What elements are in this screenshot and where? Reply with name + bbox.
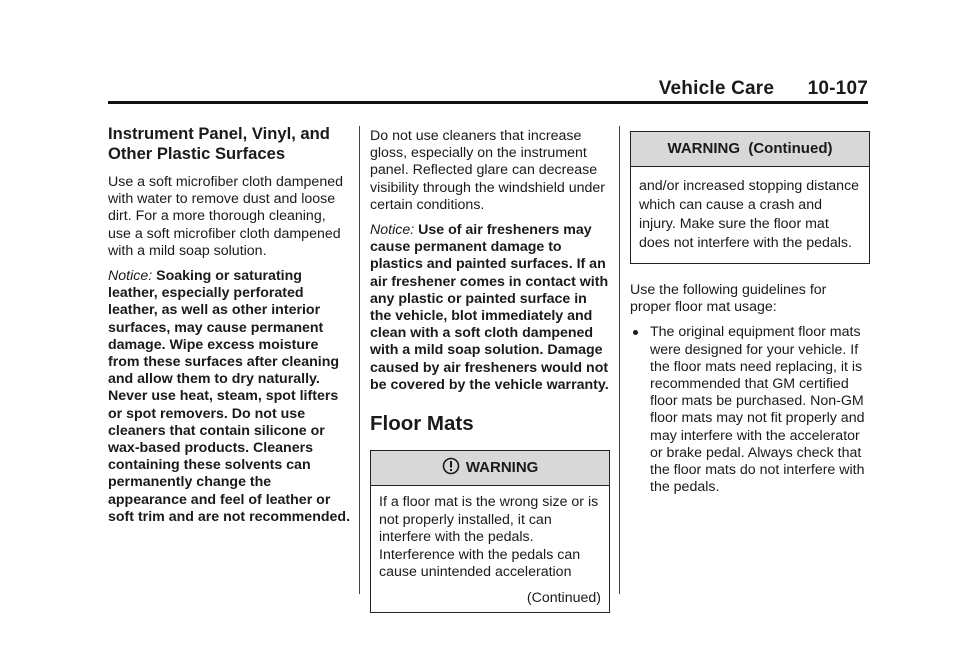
warning-box (370, 450, 610, 613)
notice-label: Notice: (370, 222, 415, 239)
column-right (630, 131, 870, 496)
warning-header: WARNING (Continued) (631, 132, 869, 167)
body-paragraph: Use a soft microfiber cloth dampened with water to remove dust and loose dirt. For a more thorough cleaning, use a soft microfiber cloth dampened with a mild soap solution. (108, 174, 343, 259)
continued-label: (Continued) (526, 590, 601, 607)
guideline-list (630, 324, 870, 496)
list-item (630, 324, 870, 496)
column-left (108, 124, 352, 534)
bullet-icon (633, 330, 638, 335)
body-paragraph: Do not use cleaners that increase gloss, especially on the instrument panel. Reflected glare can decrease visibility through the windshield under certain conditions. (370, 128, 606, 213)
warning-body (371, 486, 609, 612)
list-item-text: The original equipment floor mats were designed for your vehicle. If the floor mats need replacing, it is recommended that GM certified floor mats be purchased. Non-GM floor mats may not fit properly and may interfere with the accelerator or brake pedal. Always check that the floor mats do not interfere with the pedals. (650, 324, 865, 496)
header-rule (108, 101, 868, 104)
notice-label: Notice: (108, 268, 153, 285)
section-name: Vehicle Care (658, 78, 775, 99)
warning-body: and/or increased stopping distance which can cause a crash and injury. Make sure the floor mat does not interfere with the pedals. (639, 178, 860, 251)
warning-header (371, 451, 609, 486)
body-paragraph: Use the following guidelines for proper floor mat usage: (630, 282, 827, 316)
column-divider (619, 126, 620, 594)
subsection-heading: Instrument Panel, Vinyl, and Other Plastic Surfaces (108, 124, 330, 163)
notice-block (108, 268, 352, 526)
warning-title: WARNING (465, 459, 539, 477)
column-middle (370, 128, 610, 613)
column-divider (359, 126, 360, 594)
notice-text: Use of air fresheners may cause permanent damage to plastics and painted surfaces. If an air freshener comes in contact with any plastic or painted surface in the vehicle, blot immediately and clean with a soft cloth dampened with a mild soap solution. Damage caused by air fresheners would not be covered by the vehicle warranty. (370, 222, 609, 393)
notice-block (370, 222, 610, 394)
warning-text: If a floor mat is the wrong size or is not properly installed, it can interfere with the pedals. Interference with the pedals can cause unintended acceleration (379, 494, 599, 581)
warning-box-continued (630, 131, 870, 264)
page-number: 10-107 (807, 78, 868, 99)
section-heading: Floor Mats (370, 412, 474, 436)
notice-text: Soaking or saturating leather, especially perforated leather, as well as other interior surfaces, may cause permanent damage. Wipe excess moisture from these surfaces after cleaning and allow them to dry naturally. Never use heat, steam, spot lifters or spot removers. Do not use cleaners that contain silicone or wax-based products. Cleaners containing these solvents can permanently change the appearance and feel of leather or soft trim and are not recommended. (108, 268, 351, 525)
warning-triangle-icon (442, 454, 460, 488)
